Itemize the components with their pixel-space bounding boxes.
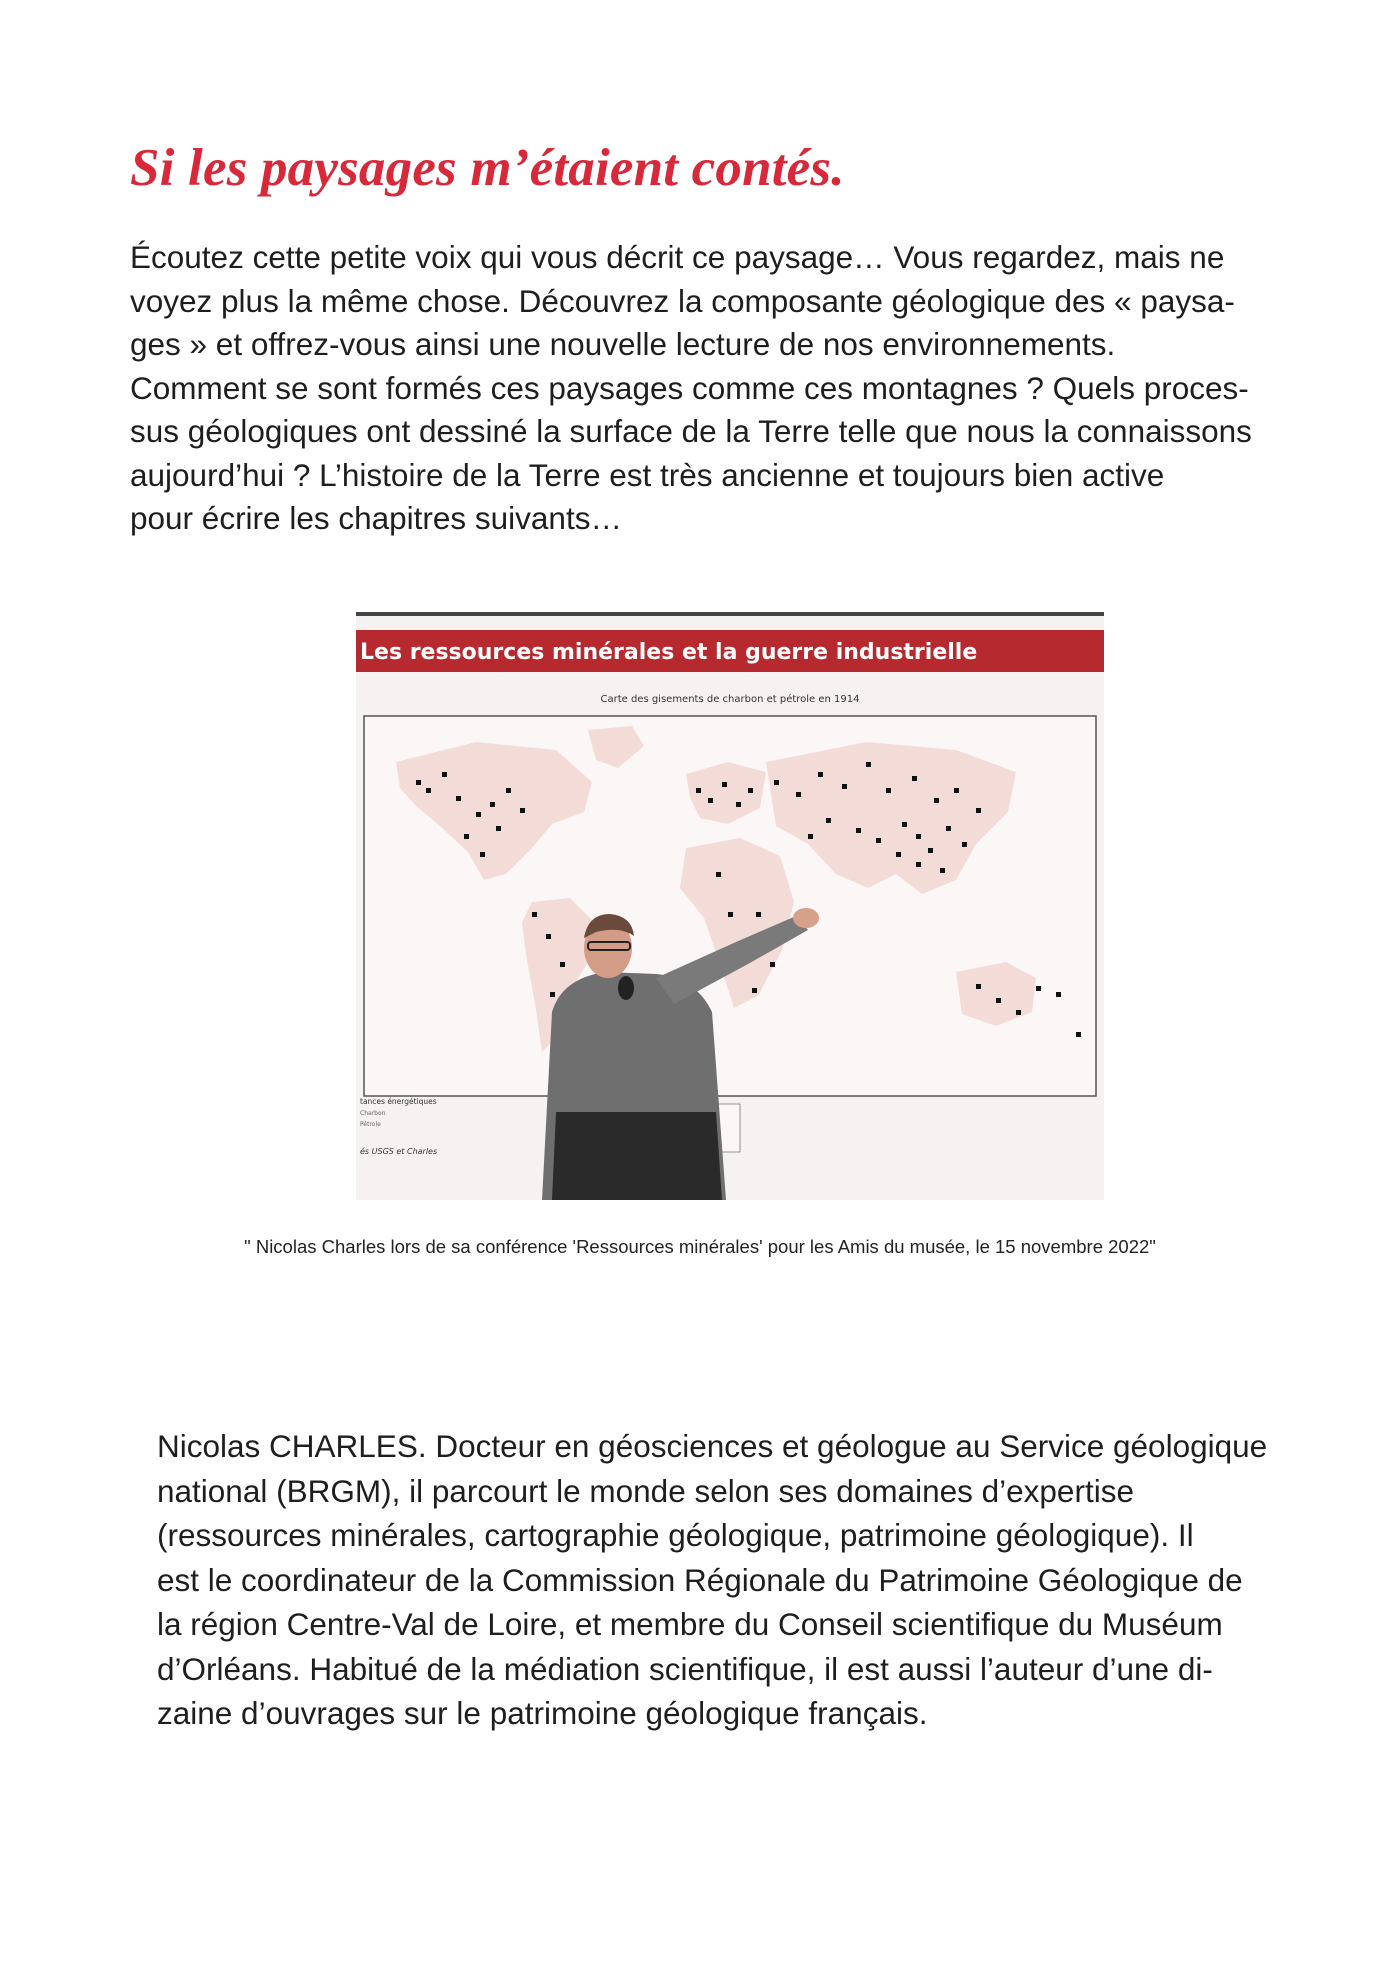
bio-line: la région Centre-Val de Loire, et membre du Conseil scientifique du Muséum — [157, 1606, 1223, 1642]
deposit-marker — [976, 984, 981, 989]
deposit-marker — [886, 788, 891, 793]
deposit-marker — [456, 796, 461, 801]
legend-item-charbon: Charbon — [360, 1110, 386, 1117]
deposit-marker — [912, 776, 917, 781]
bio-line: d’Orléans. Habitué de la médiation scientifique, il est aussi l’auteur d’une di- — [157, 1650, 1213, 1687]
deposit-marker — [756, 912, 761, 917]
deposit-marker — [490, 802, 495, 807]
deposit-marker — [476, 812, 481, 817]
deposit-marker — [940, 868, 945, 873]
speaker-microphone — [618, 976, 634, 1000]
intro-line: aujourd’hui ? L’histoire de la Terre est très ancienne et toujours bien active — [130, 456, 1165, 493]
photo-caption: " Nicolas Charles lors de sa conférence 'Ressources minérales' pour les Amis du musée, le 15 novembre 2022" — [244, 1236, 1156, 1257]
intro-line: ges » et offrez-vous ainsi une nouvelle lecture de nos environnements. — [130, 326, 1116, 362]
deposit-marker — [916, 862, 921, 867]
deposit-marker — [962, 842, 967, 847]
deposit-marker — [856, 828, 861, 833]
bio-line: national (BRGM), il parcourt le monde selon ses domaines d’expertise — [157, 1472, 1134, 1509]
deposit-marker — [496, 826, 501, 831]
intro-line: voyez plus la même chose. Découvrez la composante géologique des « paysa- — [130, 282, 1235, 319]
deposit-marker — [716, 872, 721, 877]
deposit-marker — [728, 912, 733, 917]
deposit-marker — [774, 780, 779, 785]
deposit-marker — [1076, 1032, 1081, 1037]
deposit-marker — [996, 998, 1001, 1003]
deposit-marker — [532, 912, 537, 917]
deposit-marker — [928, 848, 933, 853]
deposit-marker — [934, 798, 939, 803]
deposit-marker — [946, 826, 951, 831]
slide-title: Les ressources minérales et la guerre industrielle — [360, 640, 978, 665]
deposit-marker — [1056, 992, 1061, 997]
deposit-marker — [876, 838, 881, 843]
intro-line: Écoutez cette petite voix qui vous décrit ce paysage… Vous regardez, mais ne — [130, 239, 1225, 275]
deposit-marker — [748, 788, 753, 793]
deposit-marker — [916, 834, 921, 839]
deposit-marker — [550, 992, 555, 997]
bio-line: zaine d’ouvrages sur le patrimoine géologique français. — [157, 1695, 928, 1731]
bio-line: (ressources minérales, cartographie géologique, patrimoine géologique). Il — [157, 1517, 1194, 1553]
intro-line: sus géologiques ont dessiné la surface de la Terre telle que nous la connaissons — [130, 413, 1252, 449]
bio-paragraph — [157, 1424, 1317, 1736]
deposit-marker — [480, 852, 485, 857]
deposit-marker — [902, 822, 907, 827]
deposit-marker — [954, 788, 959, 793]
page-title: Si les paysages m’étaient contés. — [130, 139, 845, 197]
deposit-marker — [696, 788, 701, 793]
bio-line: Nicolas CHARLES. Docteur en géosciences et géologue au Service géologique — [157, 1428, 1268, 1464]
deposit-marker — [416, 780, 421, 785]
deposit-marker — [1016, 1010, 1021, 1015]
deposit-marker — [1036, 986, 1041, 991]
deposit-marker — [808, 834, 813, 839]
conference-photo — [356, 612, 1104, 1200]
deposit-marker — [976, 808, 981, 813]
legend-title: tances énergétiques — [360, 1097, 437, 1106]
deposit-marker — [506, 788, 511, 793]
deposit-marker — [708, 798, 713, 803]
deposit-marker — [818, 772, 823, 777]
bio-line: est le coordinateur de la Commission Régionale du Patrimoine Géologique de — [157, 1561, 1243, 1598]
deposit-marker — [520, 808, 525, 813]
map-source: és USGS et Charles — [360, 1147, 438, 1156]
deposit-marker — [442, 772, 447, 777]
deposit-marker — [546, 934, 551, 939]
deposit-marker — [842, 784, 847, 789]
deposit-marker — [866, 762, 871, 767]
deposit-marker — [826, 818, 831, 823]
slide-top-rule — [356, 612, 1104, 616]
intro-line: pour écrire les chapitres suivants… — [130, 500, 622, 536]
deposit-marker — [464, 834, 469, 839]
deposit-marker — [426, 788, 431, 793]
intro-line: Comment se sont formés ces paysages comme ces montagnes ? Quels proces- — [130, 369, 1249, 406]
deposit-marker — [770, 962, 775, 967]
intro-paragraph — [130, 236, 1290, 541]
deposit-marker — [896, 852, 901, 857]
speaker-hand — [793, 908, 819, 928]
speaker-legs — [552, 1112, 722, 1200]
deposit-marker — [736, 802, 741, 807]
deposit-marker — [722, 782, 727, 787]
conference-photo-illustration — [356, 612, 1104, 1200]
map-title: Carte des gisements de charbon et pétrole en 1914 — [600, 694, 860, 705]
deposit-marker — [796, 792, 801, 797]
deposit-marker — [560, 962, 565, 967]
deposit-marker — [752, 988, 757, 993]
legend-item-petrole: Pétrole — [360, 1121, 381, 1128]
